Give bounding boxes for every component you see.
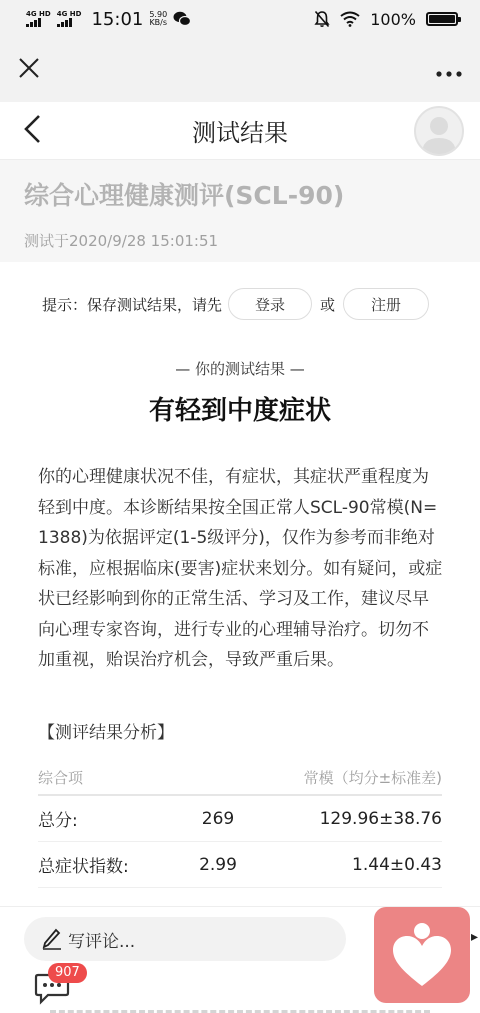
close-button[interactable]: [18, 55, 40, 85]
more-button[interactable]: [436, 58, 462, 83]
comment-placeholder: 写评论...: [68, 931, 136, 952]
battery-icon: [426, 12, 458, 26]
result-heading: 有轻到中度症状: [148, 396, 331, 426]
table-row: [38, 842, 442, 888]
comments-button[interactable]: [34, 965, 80, 1007]
table-row: [38, 796, 442, 842]
page-header: [0, 102, 480, 160]
result-label: — 你的测试结果 —: [175, 360, 305, 378]
row-norm: 129.96±38.76: [319, 808, 442, 829]
bottom-bar: [0, 906, 480, 1013]
login-button[interactable]: 登录: [228, 288, 312, 320]
floating-heart-button[interactable]: [374, 907, 470, 1003]
status-time: 15:01: [91, 8, 144, 30]
battery-percent: 100%: [370, 9, 416, 29]
row-score: 2.99: [199, 854, 237, 875]
avatar[interactable]: [414, 106, 464, 156]
status-right: [314, 10, 458, 29]
table-header: [38, 760, 442, 796]
mute-bell-icon: [314, 10, 330, 28]
test-time: 测试于2020/9/28 15:01:51: [24, 232, 219, 250]
analysis-title: 【测评结果分析】: [38, 723, 174, 743]
page-title: 测试结果: [192, 119, 288, 147]
close-icon: [18, 57, 40, 79]
header-left: 综合项: [38, 768, 84, 787]
chevron-right-icon: ▸: [470, 929, 478, 945]
wifi-icon: [340, 11, 360, 27]
signal-icon: 4G HD: [26, 11, 51, 27]
register-button[interactable]: 注册: [343, 288, 429, 320]
or-text: 或: [320, 295, 336, 314]
status-left: [26, 9, 191, 30]
back-icon[interactable]: [22, 114, 44, 144]
hint-text: 提示：保存测试结果，请先: [42, 295, 223, 314]
user-avatar-icon: [416, 108, 462, 154]
analysis-table: [38, 760, 442, 888]
more-icon: [436, 71, 462, 77]
comment-count-badge: 907: [48, 963, 87, 983]
browser-top-bar: [0, 38, 480, 102]
row-norm: 1.44±0.43: [352, 854, 442, 875]
wechat-icon: [173, 11, 191, 27]
header-right: 常模（均分±标准差): [303, 768, 442, 787]
row-name: 总症状指数:: [38, 857, 129, 877]
login-hint: [42, 288, 429, 320]
status-bar: [0, 0, 480, 38]
signal-icon-2: 4G HD: [57, 11, 82, 27]
row-name: 总分:: [38, 811, 78, 831]
result-description: 你的心理健康状况不佳，有症状，其症状严重程度为轻到中度。本诊断结果按全国正常人SCL-90常模(N=1388)为依据评定(1-5级评分)，仅作为参考而非绝对标准，应根据临床(要害)症状来划分。如有疑问，或症状已经影响到你的正常生活、学习及工作，建议尽早向心理专家咨询，进行专业的心理辅导治疗。切勿不加重视，贻误治疗机会，导致严重后果。: [38, 467, 443, 670]
network-speed: 5.90 KB/s: [149, 10, 168, 27]
test-info: [0, 160, 480, 262]
test-name: 综合心理健康测评(SCL-90): [24, 181, 345, 210]
comment-input[interactable]: [24, 917, 346, 961]
heart-person-icon: [391, 920, 453, 990]
row-score: 269: [201, 808, 235, 829]
pen-icon: [42, 928, 62, 950]
